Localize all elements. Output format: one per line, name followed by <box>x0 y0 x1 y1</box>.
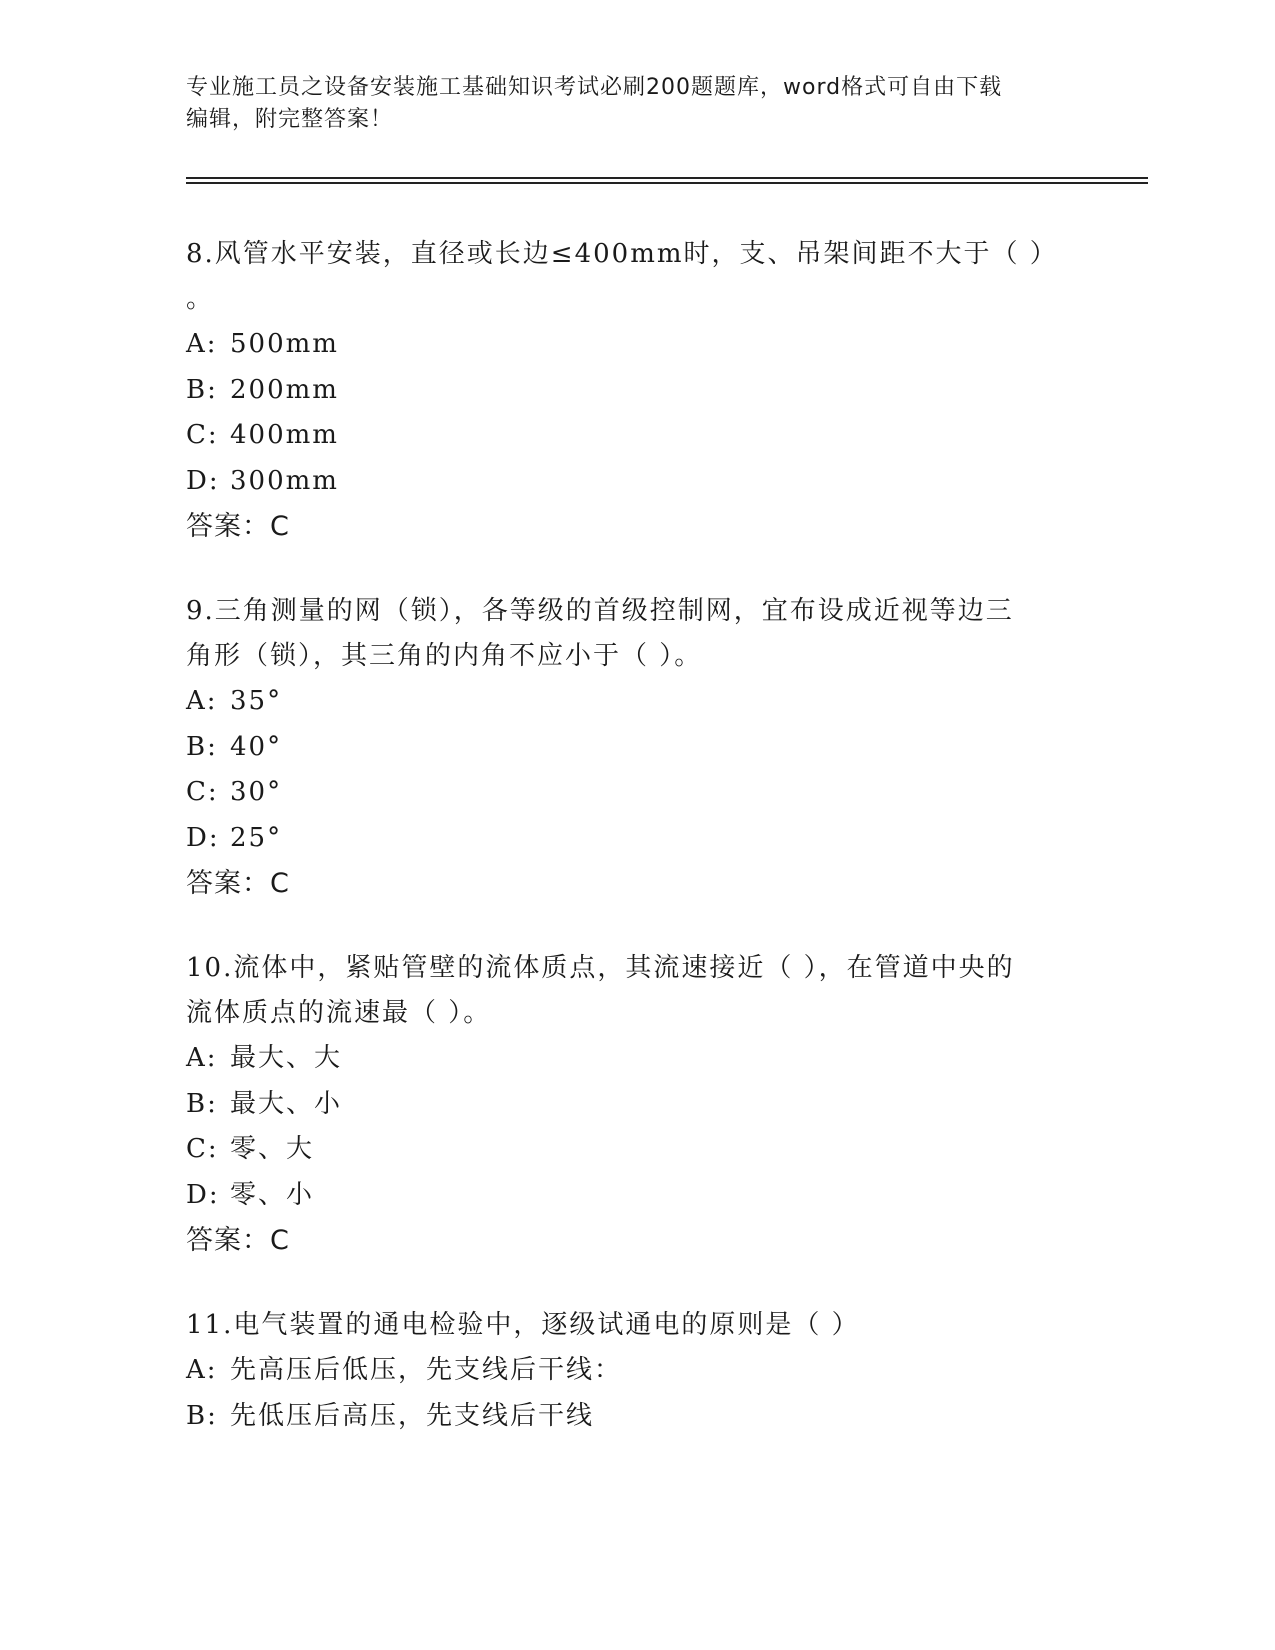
option-c <box>186 1127 1066 1173</box>
header-line-2: 编辑，附完整答案！ <box>186 107 394 132</box>
document-header <box>186 72 1086 136</box>
option-d <box>186 816 1066 862</box>
option-letter: A: <box>186 686 218 716</box>
option-text: 零、小 <box>230 1179 315 1210</box>
question-9 <box>186 589 1066 906</box>
option-letter: B: <box>186 731 218 762</box>
header-line-1: 专业施工员之设备安装施工基础知识考试必刷200题题库，word格式可自由下载 <box>186 75 1003 100</box>
option-text: 先高压后低压，先支线后干线： <box>230 1355 623 1385</box>
question-10 <box>186 946 1066 1263</box>
option-letter: B: <box>186 1088 218 1119</box>
option-letter: D: <box>186 465 220 496</box>
option-a <box>186 322 1066 368</box>
option-text: 零、大 <box>230 1134 315 1164</box>
option-d <box>186 459 1066 505</box>
option-letter: C: <box>186 420 219 450</box>
option-text: 300mm <box>230 465 339 496</box>
option-text: 25° <box>230 822 283 853</box>
option-text: 40° <box>230 731 283 762</box>
question-text-line: 11.电气装置的通电检验中，逐级试通电的原则是（ ） <box>186 1310 860 1340</box>
option-text: 35° <box>230 686 283 716</box>
option-letter: D: <box>186 822 220 853</box>
option-text: 最大、小 <box>230 1088 343 1119</box>
option-c <box>186 413 1066 459</box>
answer-line: 答案：C <box>186 868 290 899</box>
option-b <box>186 368 1066 414</box>
answer-line: 答案：C <box>186 1225 290 1256</box>
option-text: 500mm <box>230 329 339 359</box>
question-text-line: 流体质点的流速最（ ）。 <box>186 998 492 1028</box>
option-letter: A: <box>186 1043 218 1073</box>
question-text-line: 角形（锁），其三角的内角不应小于（ ）。 <box>186 641 703 671</box>
option-c <box>186 770 1066 816</box>
option-text: 200mm <box>230 374 339 405</box>
option-letter: A: <box>186 329 218 359</box>
option-b <box>186 1394 1066 1440</box>
option-letter: B: <box>186 1400 218 1431</box>
question-text-line: 。 <box>186 284 215 314</box>
option-text: 最大、大 <box>230 1043 343 1073</box>
question-text-line: 8.风管水平安装，直径或长边≤400mm时，支、吊架间距不大于（ ） <box>186 239 1058 269</box>
option-a <box>186 1036 1066 1082</box>
header-divider-bottom <box>186 182 1148 184</box>
option-text: 先低压后高压，先支线后干线 <box>230 1400 595 1431</box>
option-b <box>186 1082 1066 1128</box>
option-letter: A: <box>186 1355 218 1385</box>
option-letter: C: <box>186 777 219 807</box>
question-text-line: 9.三角测量的网（锁），各等级的首级控制网，宜布设成近视等边三 <box>186 596 1014 626</box>
option-a <box>186 1348 1066 1394</box>
answer-line: 答案：C <box>186 511 290 542</box>
question-text-line: 10.流体中，紧贴管壁的流体质点，其流速接近（ ），在管道中央的 <box>186 953 1015 983</box>
option-d <box>186 1173 1066 1219</box>
option-letter: C: <box>186 1134 219 1164</box>
question-8 <box>186 232 1066 549</box>
option-letter: D: <box>186 1179 220 1210</box>
option-letter: B: <box>186 374 218 405</box>
option-text: 400mm <box>230 420 339 450</box>
option-b <box>186 725 1066 771</box>
option-text: 30° <box>230 777 283 807</box>
question-11 <box>186 1303 1066 1439</box>
header-divider-top <box>186 177 1148 179</box>
option-a <box>186 679 1066 725</box>
question-list <box>186 232 1066 1479</box>
